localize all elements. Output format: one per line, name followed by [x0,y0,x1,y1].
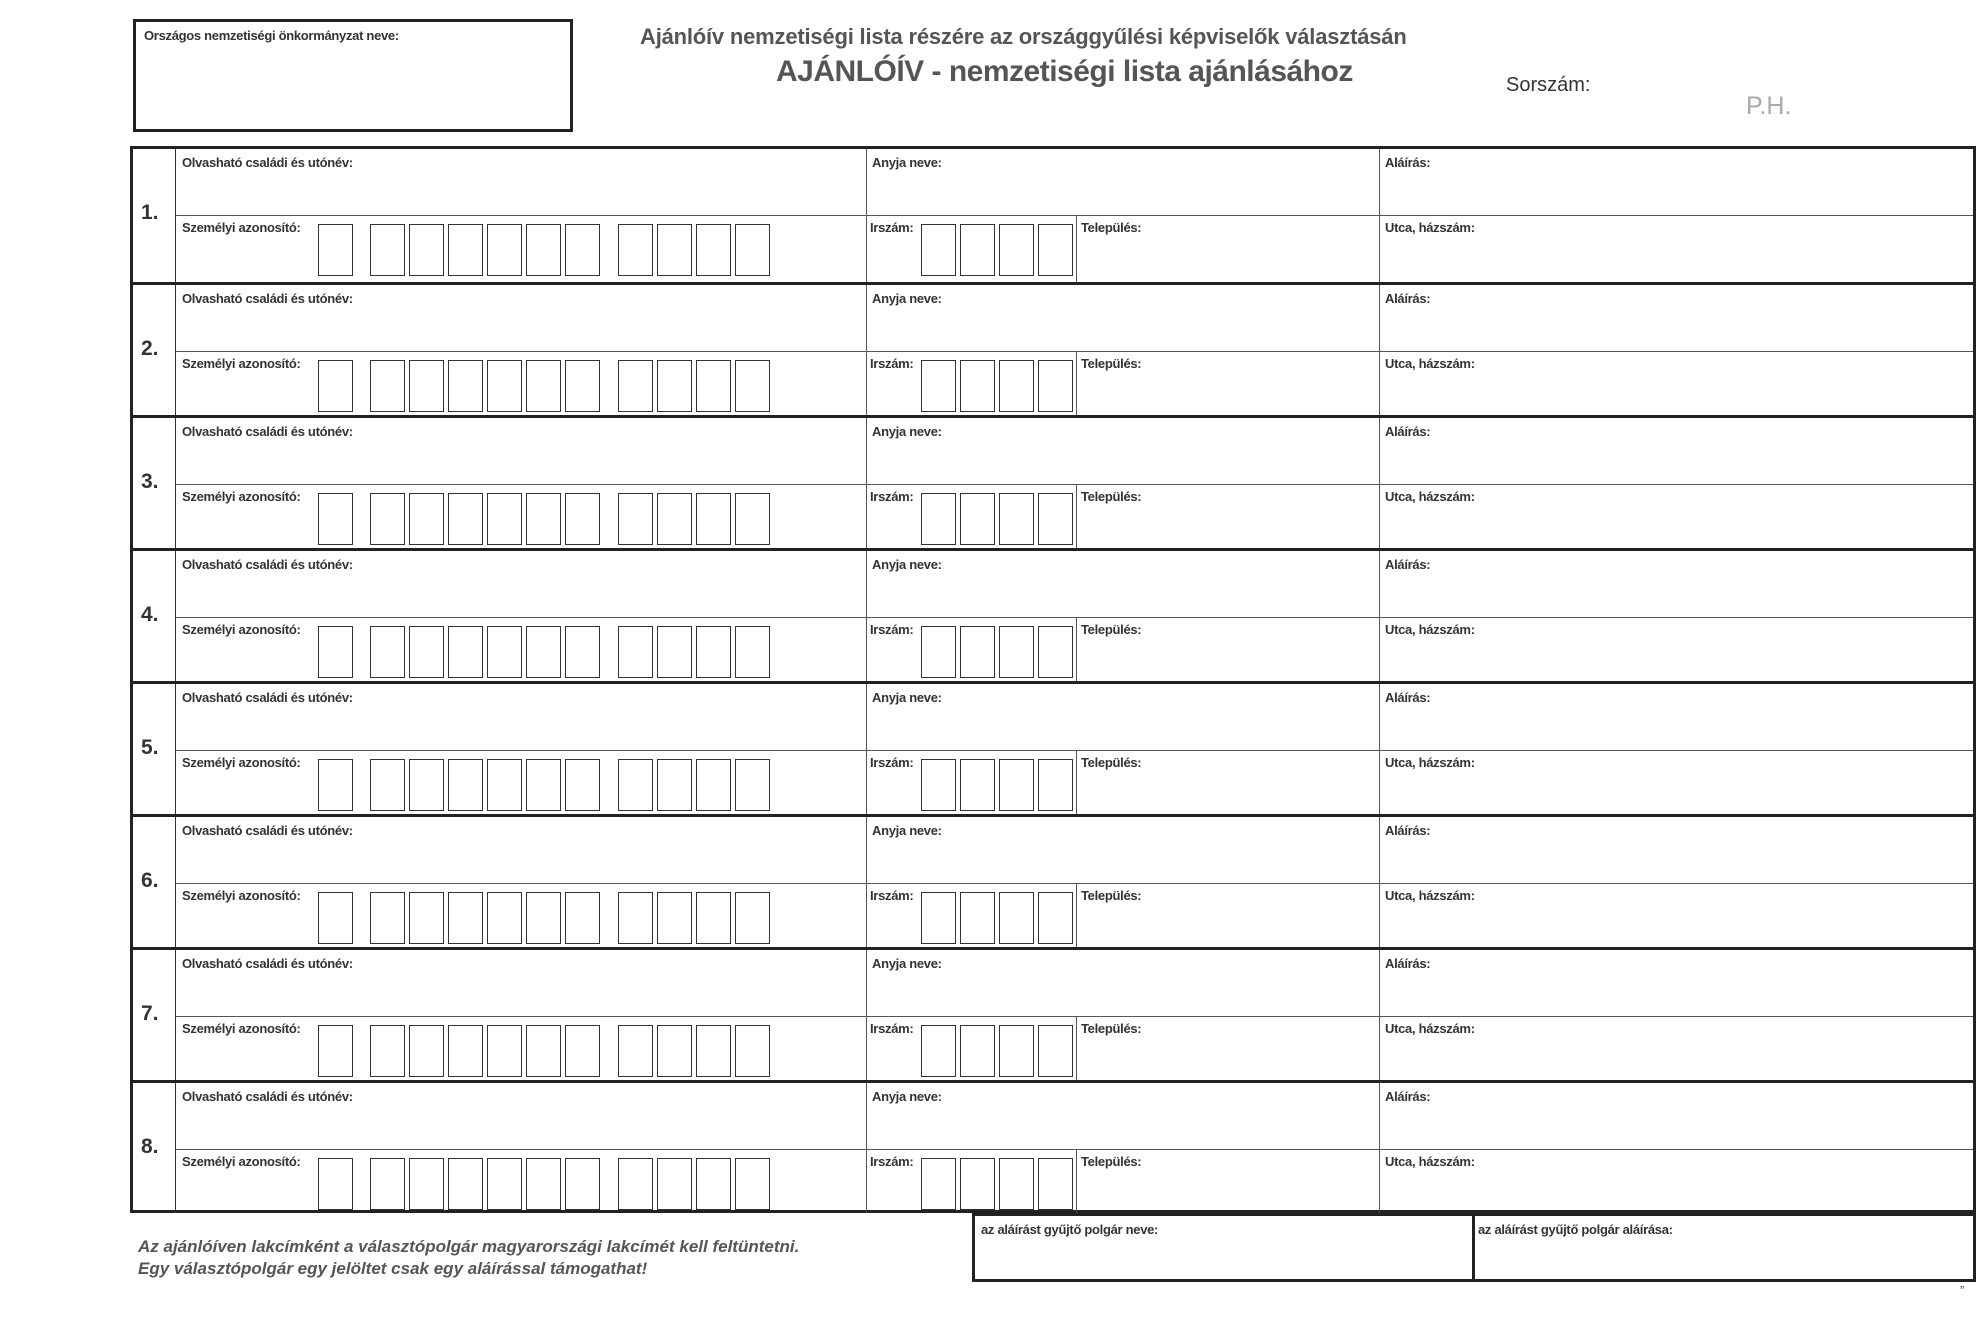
personal-id-label: Személyi azonosító: [182,1154,301,1169]
personal-id-digit-box[interactable] [526,493,561,545]
personal-id-digit-box[interactable] [526,224,561,276]
zip-digit-box[interactable] [999,626,1034,678]
column-divider [1076,1149,1077,1213]
row-divider [176,883,1973,884]
personal-id-digit-box[interactable] [735,1025,770,1077]
personal-id-digit-box[interactable] [409,224,444,276]
personal-id-digit-box[interactable] [318,1025,353,1077]
street-field[interactable] [1381,1171,1971,1213]
personal-id-digit-box[interactable] [657,224,692,276]
note-single-signature: Egy választópolgár egy jelöltet csak egy aláírással támogathat! [138,1259,648,1278]
table-row [133,814,1973,947]
table-row [133,282,1973,415]
personal-id-digit-box[interactable] [565,1158,600,1210]
signature-label: Aláírás: [1385,823,1431,838]
zip-digit-box[interactable] [960,626,995,678]
signature-field[interactable] [1381,839,1971,881]
town-label: Település: [1081,220,1142,235]
personal-id-digit-box[interactable] [565,224,600,276]
collector-name-label: az aláírást gyűjtő polgár neve: [981,1222,1159,1237]
personal-id-digit-box[interactable] [370,1025,405,1077]
organization-name-box[interactable] [133,19,573,132]
zip-label: Irszám: [870,489,914,504]
street-field[interactable] [1381,772,1971,814]
personal-id-digit-box[interactable] [370,1158,405,1210]
town-field[interactable] [1078,506,1377,548]
personal-id-digit-box[interactable] [657,626,692,678]
town-label: Település: [1081,622,1142,637]
zip-digit-box[interactable] [921,493,956,545]
street-label: Utca, házszám: [1385,755,1475,770]
mother-name-field[interactable] [868,440,1377,482]
personal-id-digit-box[interactable] [409,1158,444,1210]
personal-id-digit-box[interactable] [735,626,770,678]
column-divider [1379,684,1380,814]
zip-label: Irszám: [870,1021,914,1036]
table-row [133,149,1973,282]
zip-digit-box[interactable] [921,1025,956,1077]
signature-table [130,146,1976,1213]
street-field[interactable] [1381,237,1971,279]
row-number: 5. [141,736,159,759]
personal-id-digit-box[interactable] [696,759,731,811]
zip-digit-box[interactable] [999,360,1034,412]
column-divider [1379,285,1380,415]
column-divider [866,684,867,814]
street-label: Utca, házszám: [1385,888,1475,903]
zip-digit-box[interactable] [960,224,995,276]
signature-field[interactable] [1381,972,1971,1014]
personal-id-digit-box[interactable] [735,360,770,412]
town-field[interactable] [1078,1038,1377,1080]
table-row [133,415,1973,548]
row-number-cell [133,684,176,814]
column-divider [1076,750,1077,814]
form-notes [138,1236,799,1280]
personal-id-digit-box[interactable] [487,493,522,545]
row-number-cell [133,817,176,947]
zip-digit-box[interactable] [1038,360,1073,412]
zip-digit-box[interactable] [1038,892,1073,944]
personal-id-digit-box[interactable] [487,1158,522,1210]
column-divider [1379,149,1380,282]
personal-id-digit-box[interactable] [696,360,731,412]
collector-divider [1472,1216,1475,1279]
column-divider [1076,883,1077,947]
street-field[interactable] [1381,506,1971,548]
name-field-label: Olvasható családi és utónév: [182,291,353,306]
column-divider [1379,1083,1380,1213]
form-title: AJÁNLÓÍV - nemzetiségi lista ajánlásához [776,55,1353,88]
personal-id-digit-box[interactable] [526,626,561,678]
row-number-cell [133,1083,176,1213]
personal-id-digit-box[interactable] [618,360,653,412]
personal-id-digit-box[interactable] [696,224,731,276]
mother-name-label: Anyja neve: [872,557,942,572]
zip-digit-box[interactable] [960,360,995,412]
signature-label: Aláírás: [1385,155,1431,170]
personal-id-digit-box[interactable] [565,892,600,944]
street-field[interactable] [1381,1038,1971,1080]
column-divider [1076,484,1077,548]
serial-number-label: Sorszám: [1506,74,1591,96]
row-number: 3. [141,470,159,493]
zip-digit-box[interactable] [921,626,956,678]
signature-field[interactable] [1381,440,1971,482]
personal-id-digit-box[interactable] [735,759,770,811]
zip-digit-box[interactable] [921,360,956,412]
mother-name-label: Anyja neve: [872,1089,942,1104]
name-field[interactable] [178,972,864,1014]
personal-id-digit-box[interactable] [657,892,692,944]
mother-name-field[interactable] [868,972,1377,1014]
personal-id-digit-box[interactable] [565,493,600,545]
personal-id-digit-box[interactable] [409,360,444,412]
personal-id-digit-box[interactable] [696,626,731,678]
signature-field[interactable] [1381,706,1971,748]
personal-id-digit-box[interactable] [657,759,692,811]
personal-id-label: Személyi azonosító: [182,489,301,504]
column-divider [1076,215,1077,282]
personal-id-digit-box[interactable] [735,224,770,276]
column-divider [866,285,867,415]
zip-label: Irszám: [870,1154,914,1169]
personal-id-label: Személyi azonosító: [182,622,301,637]
column-divider [1076,1016,1077,1080]
name-field-label: Olvasható családi és utónév: [182,155,353,170]
signature-field[interactable] [1381,1105,1971,1147]
town-field[interactable] [1078,1171,1377,1213]
mother-name-field[interactable] [868,307,1377,349]
name-field-label: Olvasható családi és utónév: [182,823,353,838]
personal-id-digit-box[interactable] [448,1158,483,1210]
personal-id-digit-box[interactable] [409,759,444,811]
personal-id-digit-box[interactable] [370,759,405,811]
zip-digit-box[interactable] [921,759,956,811]
personal-id-digit-box[interactable] [696,1025,731,1077]
personal-id-digit-box[interactable] [735,493,770,545]
personal-id-digit-box[interactable] [409,892,444,944]
signature-label: Aláírás: [1385,956,1431,971]
personal-id-digit-box[interactable] [618,1158,653,1210]
column-divider [1076,617,1077,681]
street-field[interactable] [1381,373,1971,415]
zip-label: Irszám: [870,356,914,371]
row-divider [176,1149,1973,1150]
personal-id-digit-box[interactable] [618,493,653,545]
zip-label: Irszám: [870,888,914,903]
zip-digit-box[interactable] [1038,493,1073,545]
zip-digit-box[interactable] [1038,1158,1073,1210]
zip-digit-box[interactable] [999,1158,1034,1210]
zip-label: Irszám: [870,755,914,770]
personal-id-digit-box[interactable] [565,360,600,412]
personal-id-digit-box[interactable] [735,892,770,944]
personal-id-digit-box[interactable] [448,626,483,678]
zip-digit-box[interactable] [960,759,995,811]
personal-id-digit-box[interactable] [409,626,444,678]
row-number-cell [133,285,176,415]
name-field[interactable] [178,839,864,881]
personal-id-digit-box[interactable] [696,493,731,545]
personal-id-digit-box[interactable] [370,224,405,276]
column-divider [866,551,867,681]
zip-digit-box[interactable] [999,493,1034,545]
personal-id-digit-box[interactable] [526,892,561,944]
name-field[interactable] [178,171,864,213]
personal-id-digit-box[interactable] [618,892,653,944]
personal-id-digit-box[interactable] [618,224,653,276]
street-label: Utca, házszám: [1385,622,1475,637]
column-divider [866,817,867,947]
personal-id-digit-box[interactable] [409,1025,444,1077]
personal-id-digit-box[interactable] [487,224,522,276]
zip-digit-box[interactable] [1038,224,1073,276]
personal-id-label: Személyi azonosító: [182,1021,301,1036]
town-label: Település: [1081,356,1142,371]
name-field[interactable] [178,307,864,349]
mother-name-label: Anyja neve: [872,155,942,170]
personal-id-digit-box[interactable] [618,759,653,811]
personal-id-digit-box[interactable] [318,759,353,811]
row-number-cell [133,551,176,681]
row-divider [176,215,1973,216]
personal-id-digit-box[interactable] [448,892,483,944]
personal-id-digit-box[interactable] [657,1025,692,1077]
mother-name-field[interactable] [868,706,1377,748]
row-number-cell [133,950,176,1080]
personal-id-digit-box[interactable] [318,224,353,276]
town-label: Település: [1081,489,1142,504]
name-field-label: Olvasható családi és utónév: [182,1089,353,1104]
zip-digit-box[interactable] [921,224,956,276]
row-number-cell [133,418,176,548]
personal-id-digit-box[interactable] [618,1025,653,1077]
personal-id-digit-box[interactable] [487,892,522,944]
zip-digit-box[interactable] [999,892,1034,944]
row-number: 8. [141,1135,159,1158]
mother-name-field[interactable] [868,839,1377,881]
zip-digit-box[interactable] [1038,759,1073,811]
personal-id-digit-box[interactable] [487,360,522,412]
personal-id-digit-box[interactable] [696,1158,731,1210]
name-field-label: Olvasható családi és utónév: [182,690,353,705]
name-field-label: Olvasható családi és utónév: [182,557,353,572]
personal-id-digit-box[interactable] [565,759,600,811]
column-divider [866,950,867,1080]
street-field[interactable] [1381,639,1971,681]
zip-label: Irszám: [870,622,914,637]
name-field[interactable] [178,1105,864,1147]
organization-name-label: Országos nemzetiségi önkormányzat neve: [144,28,399,43]
personal-id-label: Személyi azonosító: [182,220,301,235]
collector-signature-label: az aláírást gyűjtő polgár aláírása: [1478,1222,1673,1237]
town-label: Település: [1081,1021,1142,1036]
personal-id-digit-box[interactable] [448,224,483,276]
mother-name-label: Anyja neve: [872,690,942,705]
town-field[interactable] [1078,373,1377,415]
personal-id-label: Személyi azonosító: [182,356,301,371]
mother-name-label: Anyja neve: [872,291,942,306]
row-number: 1. [141,201,159,224]
personal-id-digit-box[interactable] [657,493,692,545]
name-field-label: Olvasható családi és utónév: [182,424,353,439]
zip-digit-box[interactable] [960,1025,995,1077]
table-row [133,947,1973,1080]
name-field[interactable] [178,706,864,748]
personal-id-digit-box[interactable] [370,493,405,545]
street-field[interactable] [1381,905,1971,947]
town-label: Település: [1081,888,1142,903]
signature-label: Aláírás: [1385,291,1431,306]
name-field-label: Olvasható családi és utónév: [182,956,353,971]
signature-label: Aláírás: [1385,424,1431,439]
mother-name-label: Anyja neve: [872,956,942,971]
personal-id-digit-box[interactable] [318,892,353,944]
zip-digit-box[interactable] [960,493,995,545]
column-divider [866,149,867,282]
zip-digit-box[interactable] [999,1025,1034,1077]
mother-name-field[interactable] [868,171,1377,213]
name-field[interactable] [178,573,864,615]
town-label: Település: [1081,1154,1142,1169]
note-address: Az ajánlóíven lakcímként a választópolgár magyarországi lakcímét kell feltüntetni. [138,1237,800,1256]
collector-box [972,1213,1976,1282]
name-field[interactable] [178,440,864,482]
mother-name-label: Anyja neve: [872,424,942,439]
zip-digit-box[interactable] [960,892,995,944]
personal-id-digit-box[interactable] [565,1025,600,1077]
personal-id-digit-box[interactable] [487,759,522,811]
zip-digit-box[interactable] [960,1158,995,1210]
row-divider [176,1016,1973,1017]
row-divider [176,750,1973,751]
mother-name-field[interactable] [868,573,1377,615]
personal-id-digit-box[interactable] [526,360,561,412]
form-subtitle: Ajánlóív nemzetiségi lista részére az országgyűlési képviselők választásán [640,24,1407,49]
row-divider [176,484,1973,485]
street-label: Utca, házszám: [1385,1021,1475,1036]
zip-digit-box[interactable] [921,1158,956,1210]
column-divider [1379,418,1380,548]
personal-id-label: Személyi azonosító: [182,888,301,903]
personal-id-digit-box[interactable] [735,1158,770,1210]
personal-id-digit-box[interactable] [318,626,353,678]
mother-name-field[interactable] [868,1105,1377,1147]
street-label: Utca, házszám: [1385,489,1475,504]
personal-id-digit-box[interactable] [526,759,561,811]
row-number: 2. [141,337,159,360]
town-field[interactable] [1078,905,1377,947]
personal-id-digit-box[interactable] [448,1025,483,1077]
personal-id-digit-box[interactable] [370,360,405,412]
footer-mark: ” [1960,1283,1965,1298]
row-number-cell [133,149,176,282]
signature-field[interactable] [1381,171,1971,213]
personal-id-digit-box[interactable] [526,1025,561,1077]
signature-label: Aláírás: [1385,557,1431,572]
personal-id-digit-box[interactable] [487,1025,522,1077]
row-divider [176,617,1973,618]
personal-id-label: Személyi azonosító: [182,755,301,770]
zip-digit-box[interactable] [921,892,956,944]
personal-id-digit-box[interactable] [448,493,483,545]
signature-field[interactable] [1381,307,1971,349]
table-row [133,1080,1973,1213]
column-divider [866,1083,867,1213]
table-row [133,681,1973,814]
personal-id-digit-box[interactable] [370,892,405,944]
row-number: 4. [141,603,159,626]
personal-id-digit-box[interactable] [409,493,444,545]
zip-label: Irszám: [870,220,914,235]
zip-digit-box[interactable] [999,759,1034,811]
table-row [133,548,1973,681]
zip-digit-box[interactable] [1038,1025,1073,1077]
personal-id-digit-box[interactable] [318,1158,353,1210]
street-label: Utca, házszám: [1385,220,1475,235]
column-divider [1379,950,1380,1080]
personal-id-digit-box[interactable] [318,493,353,545]
column-divider [1379,551,1380,681]
street-label: Utca, házszám: [1385,1154,1475,1169]
zip-digit-box[interactable] [1038,626,1073,678]
column-divider [1076,351,1077,415]
personal-id-digit-box[interactable] [487,626,522,678]
town-field[interactable] [1078,639,1377,681]
street-label: Utca, házszám: [1385,356,1475,371]
personal-id-digit-box[interactable] [696,892,731,944]
column-divider [1379,817,1380,947]
signature-label: Aláírás: [1385,1089,1431,1104]
personal-id-digit-box[interactable] [448,360,483,412]
personal-id-digit-box[interactable] [657,1158,692,1210]
column-divider [866,418,867,548]
signature-label: Aláírás: [1385,690,1431,705]
personal-id-digit-box[interactable] [618,626,653,678]
personal-id-digit-box[interactable] [526,1158,561,1210]
personal-id-digit-box[interactable] [565,626,600,678]
personal-id-digit-box[interactable] [370,626,405,678]
town-field[interactable] [1078,772,1377,814]
row-divider [176,351,1973,352]
signature-field[interactable] [1381,573,1971,615]
stamp-placeholder: P.H. [1746,92,1792,120]
row-number: 6. [141,869,159,892]
mother-name-label: Anyja neve: [872,823,942,838]
row-number: 7. [141,1002,159,1025]
town-label: Település: [1081,755,1142,770]
personal-id-digit-box[interactable] [657,360,692,412]
zip-digit-box[interactable] [999,224,1034,276]
personal-id-digit-box[interactable] [448,759,483,811]
personal-id-digit-box[interactable] [318,360,353,412]
town-field[interactable] [1078,237,1377,279]
